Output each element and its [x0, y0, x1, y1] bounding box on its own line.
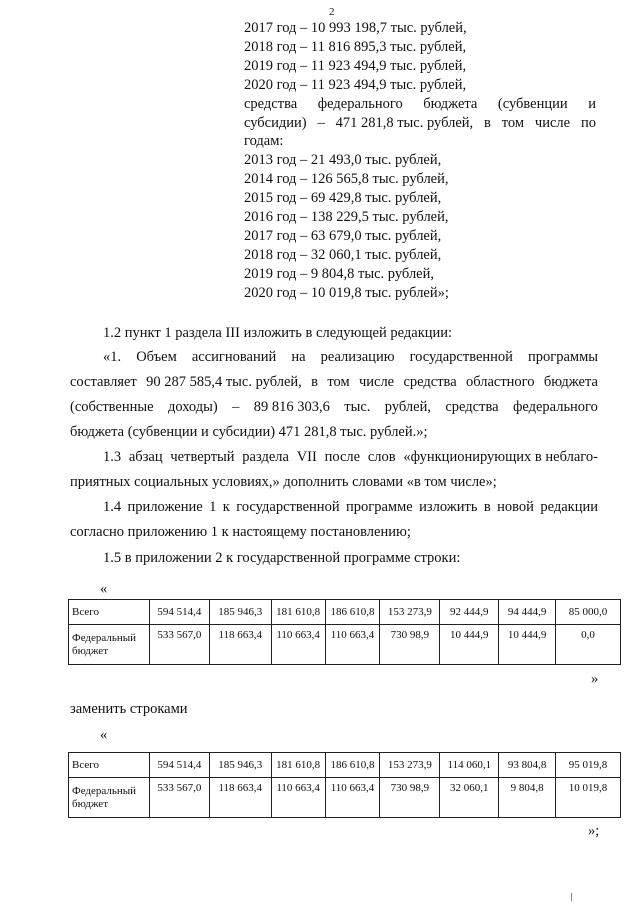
- table-cell: 118 663,4: [209, 625, 271, 665]
- budget-table-new: [68, 752, 621, 818]
- row-label: Федеральный бюджет: [69, 778, 150, 818]
- table-cell: 186 610,8: [325, 753, 380, 778]
- replace-with-label: заменить строками: [70, 701, 188, 717]
- open-quote-new-rows: «: [100, 727, 108, 743]
- funding-line: 2019 год – 11 923 494,9 тыс. рублей,: [244, 58, 467, 74]
- federal-intro-line-2: [244, 114, 596, 132]
- word: средства: [244, 96, 298, 112]
- word: 89 816 303,6: [253, 399, 330, 415]
- table-cell: 114 060,1: [440, 753, 499, 778]
- word: (собственные: [70, 399, 154, 415]
- funding-line: 2020 год – 10 019,8 тыс. рублей»;: [244, 285, 449, 301]
- word: рублей,: [384, 399, 431, 415]
- word: VII: [296, 449, 317, 465]
- paragraph-1-2-quote-line-4: бюджета (субвенции и субсидии) 471 281,8 тыс. рублей.»;: [70, 424, 428, 440]
- word: федерального: [317, 96, 403, 112]
- word: государственной: [236, 499, 340, 515]
- table-cell: 594 514,4: [149, 600, 209, 625]
- close-quote-new-rows: »;: [588, 823, 600, 839]
- word: после: [324, 449, 361, 465]
- table-cell: 0,0: [556, 625, 621, 665]
- table-cell: 730 98,9: [380, 625, 440, 665]
- word: редакции: [540, 499, 598, 515]
- word: 471 281,8 тыс. рублей,: [335, 115, 474, 131]
- table-cell: 181 610,8: [271, 600, 325, 625]
- word: числе: [358, 374, 395, 390]
- word: –: [317, 115, 325, 131]
- federal-intro-line-3: годам:: [244, 133, 284, 149]
- paragraph-1-2-quote-line-2: [70, 373, 598, 391]
- close-quote-old-rows: »: [591, 671, 599, 687]
- table-cell: 186 610,8: [325, 600, 380, 625]
- paragraph-1-5: 1.5 в приложении 2 к государственной программе строки:: [103, 550, 461, 566]
- table-cell: 533 567,0: [149, 625, 209, 665]
- table-cell: 730 98,9: [380, 778, 440, 818]
- word: по: [580, 115, 596, 131]
- table-cell: 85 000,0: [556, 600, 621, 625]
- table-cell: 153 273,9: [380, 753, 440, 778]
- word: в: [484, 115, 491, 131]
- word: ассигнований: [191, 349, 277, 365]
- word: 1.3: [103, 449, 122, 465]
- table-cell: 110 663,4: [325, 778, 380, 818]
- paragraph-1-4-line-2: согласно приложению 1 к настоящему постановлению;: [70, 524, 411, 540]
- row-label: Всего: [69, 600, 150, 625]
- paragraph-1-3-line-1: [103, 448, 598, 466]
- table-cell: 153 273,9: [380, 600, 440, 625]
- word: составляет: [70, 374, 137, 390]
- funding-line: 2015 год – 69 429,8 тыс. рублей,: [244, 190, 442, 206]
- table-cell: 93 804,8: [499, 753, 556, 778]
- funding-line: 2013 год – 21 493,0 тыс. рублей,: [244, 152, 442, 168]
- word: средства: [445, 399, 499, 415]
- word: «функционирующих в неблаго-: [403, 449, 598, 465]
- funding-line: 2014 год – 126 565,8 тыс. рублей,: [244, 171, 449, 187]
- word: четвертый: [170, 449, 235, 465]
- funding-line: 2017 год – 63 679,0 тыс. рублей,: [244, 228, 442, 244]
- federal-intro-line-1: [244, 95, 596, 113]
- table-cell: 9 804,8: [499, 778, 556, 818]
- word: программе: [346, 499, 413, 515]
- word: в: [483, 499, 491, 515]
- word: бюджета: [423, 96, 478, 112]
- row-label: Всего: [69, 753, 150, 778]
- table-cell: 92 444,9: [440, 600, 499, 625]
- word: «1.: [103, 349, 122, 365]
- word: на: [291, 349, 306, 365]
- budget-table-old: [68, 599, 621, 665]
- paragraph-1-4-line-1: [103, 498, 598, 516]
- word: средства: [403, 374, 457, 390]
- table-cell: 181 610,8: [271, 753, 325, 778]
- word: 1: [209, 499, 217, 515]
- word: областного: [465, 374, 535, 390]
- word: новой: [497, 499, 534, 515]
- word: 90 287 585,4 тыс. рублей,: [146, 374, 302, 390]
- table-cell: 94 444,9: [499, 600, 556, 625]
- funding-line: 2018 год – 11 816 895,3 тыс. рублей,: [244, 39, 467, 55]
- table-cell: 533 567,0: [149, 778, 209, 818]
- table-cell: 185 946,3: [209, 600, 271, 625]
- word: государственной: [409, 349, 513, 365]
- table-cell: 594 514,4: [149, 753, 209, 778]
- paragraph-1-2: 1.2 пункт 1 раздела III изложить в следующей редакции:: [103, 325, 453, 341]
- table-cell: 10 019,8: [556, 778, 621, 818]
- word: субсидии): [244, 115, 307, 131]
- scan-mark: [571, 893, 572, 901]
- word: и: [588, 96, 596, 112]
- table-cell: 185 946,3: [209, 753, 271, 778]
- funding-line: 2016 год – 138 229,5 тыс. рублей,: [244, 209, 449, 225]
- word: том: [501, 115, 525, 131]
- word: бюджета: [543, 374, 598, 390]
- paragraph-1-2-quote-line-1: [103, 348, 598, 366]
- table-row: [69, 753, 621, 778]
- word: тыс.: [344, 399, 371, 415]
- table-cell: 118 663,4: [209, 778, 271, 818]
- funding-line: 2020 год – 11 923 494,9 тыс. рублей,: [244, 77, 467, 93]
- table-cell: 110 663,4: [325, 625, 380, 665]
- word: абзац: [128, 449, 163, 465]
- word: раздела: [242, 449, 289, 465]
- word: том: [327, 374, 350, 390]
- word: программы: [528, 349, 598, 365]
- page-number: 2: [329, 6, 335, 18]
- word: федерального: [512, 399, 598, 415]
- table-cell: 110 663,4: [271, 778, 325, 818]
- word: доходы): [167, 399, 218, 415]
- word: реализацию: [320, 349, 395, 365]
- word: Объем: [136, 349, 177, 365]
- table-cell: 110 663,4: [271, 625, 325, 665]
- paragraph-1-2-quote-line-3: [70, 398, 598, 416]
- funding-line: 2018 год – 32 060,1 тыс. рублей,: [244, 247, 442, 263]
- paragraph-1-3-line-2: приятных социальных условиях,» дополнить словами «в том числе»;: [70, 474, 497, 490]
- word: к: [222, 499, 230, 515]
- word: приложение: [127, 499, 203, 515]
- table-row: [69, 600, 621, 625]
- word: 1.4: [103, 499, 122, 515]
- word: (субвенции: [497, 96, 568, 112]
- word: в: [311, 374, 318, 390]
- table-cell: 95 019,8: [556, 753, 621, 778]
- table-row: [69, 625, 621, 665]
- word: –: [232, 399, 240, 415]
- table-cell: 32 060,1: [440, 778, 499, 818]
- table-cell: 10 444,9: [499, 625, 556, 665]
- funding-line: 2017 год – 10 993 198,7 тыс. рублей,: [244, 20, 467, 36]
- row-label: Федеральный бюджет: [69, 625, 150, 665]
- open-quote-old-rows: «: [100, 581, 108, 597]
- table-row: [69, 778, 621, 818]
- word: изложить: [419, 499, 478, 515]
- word: слов: [367, 449, 396, 465]
- funding-line: 2019 год – 9 804,8 тыс. рублей,: [244, 266, 435, 282]
- table-cell: 10 444,9: [440, 625, 499, 665]
- word: числе: [534, 115, 571, 131]
